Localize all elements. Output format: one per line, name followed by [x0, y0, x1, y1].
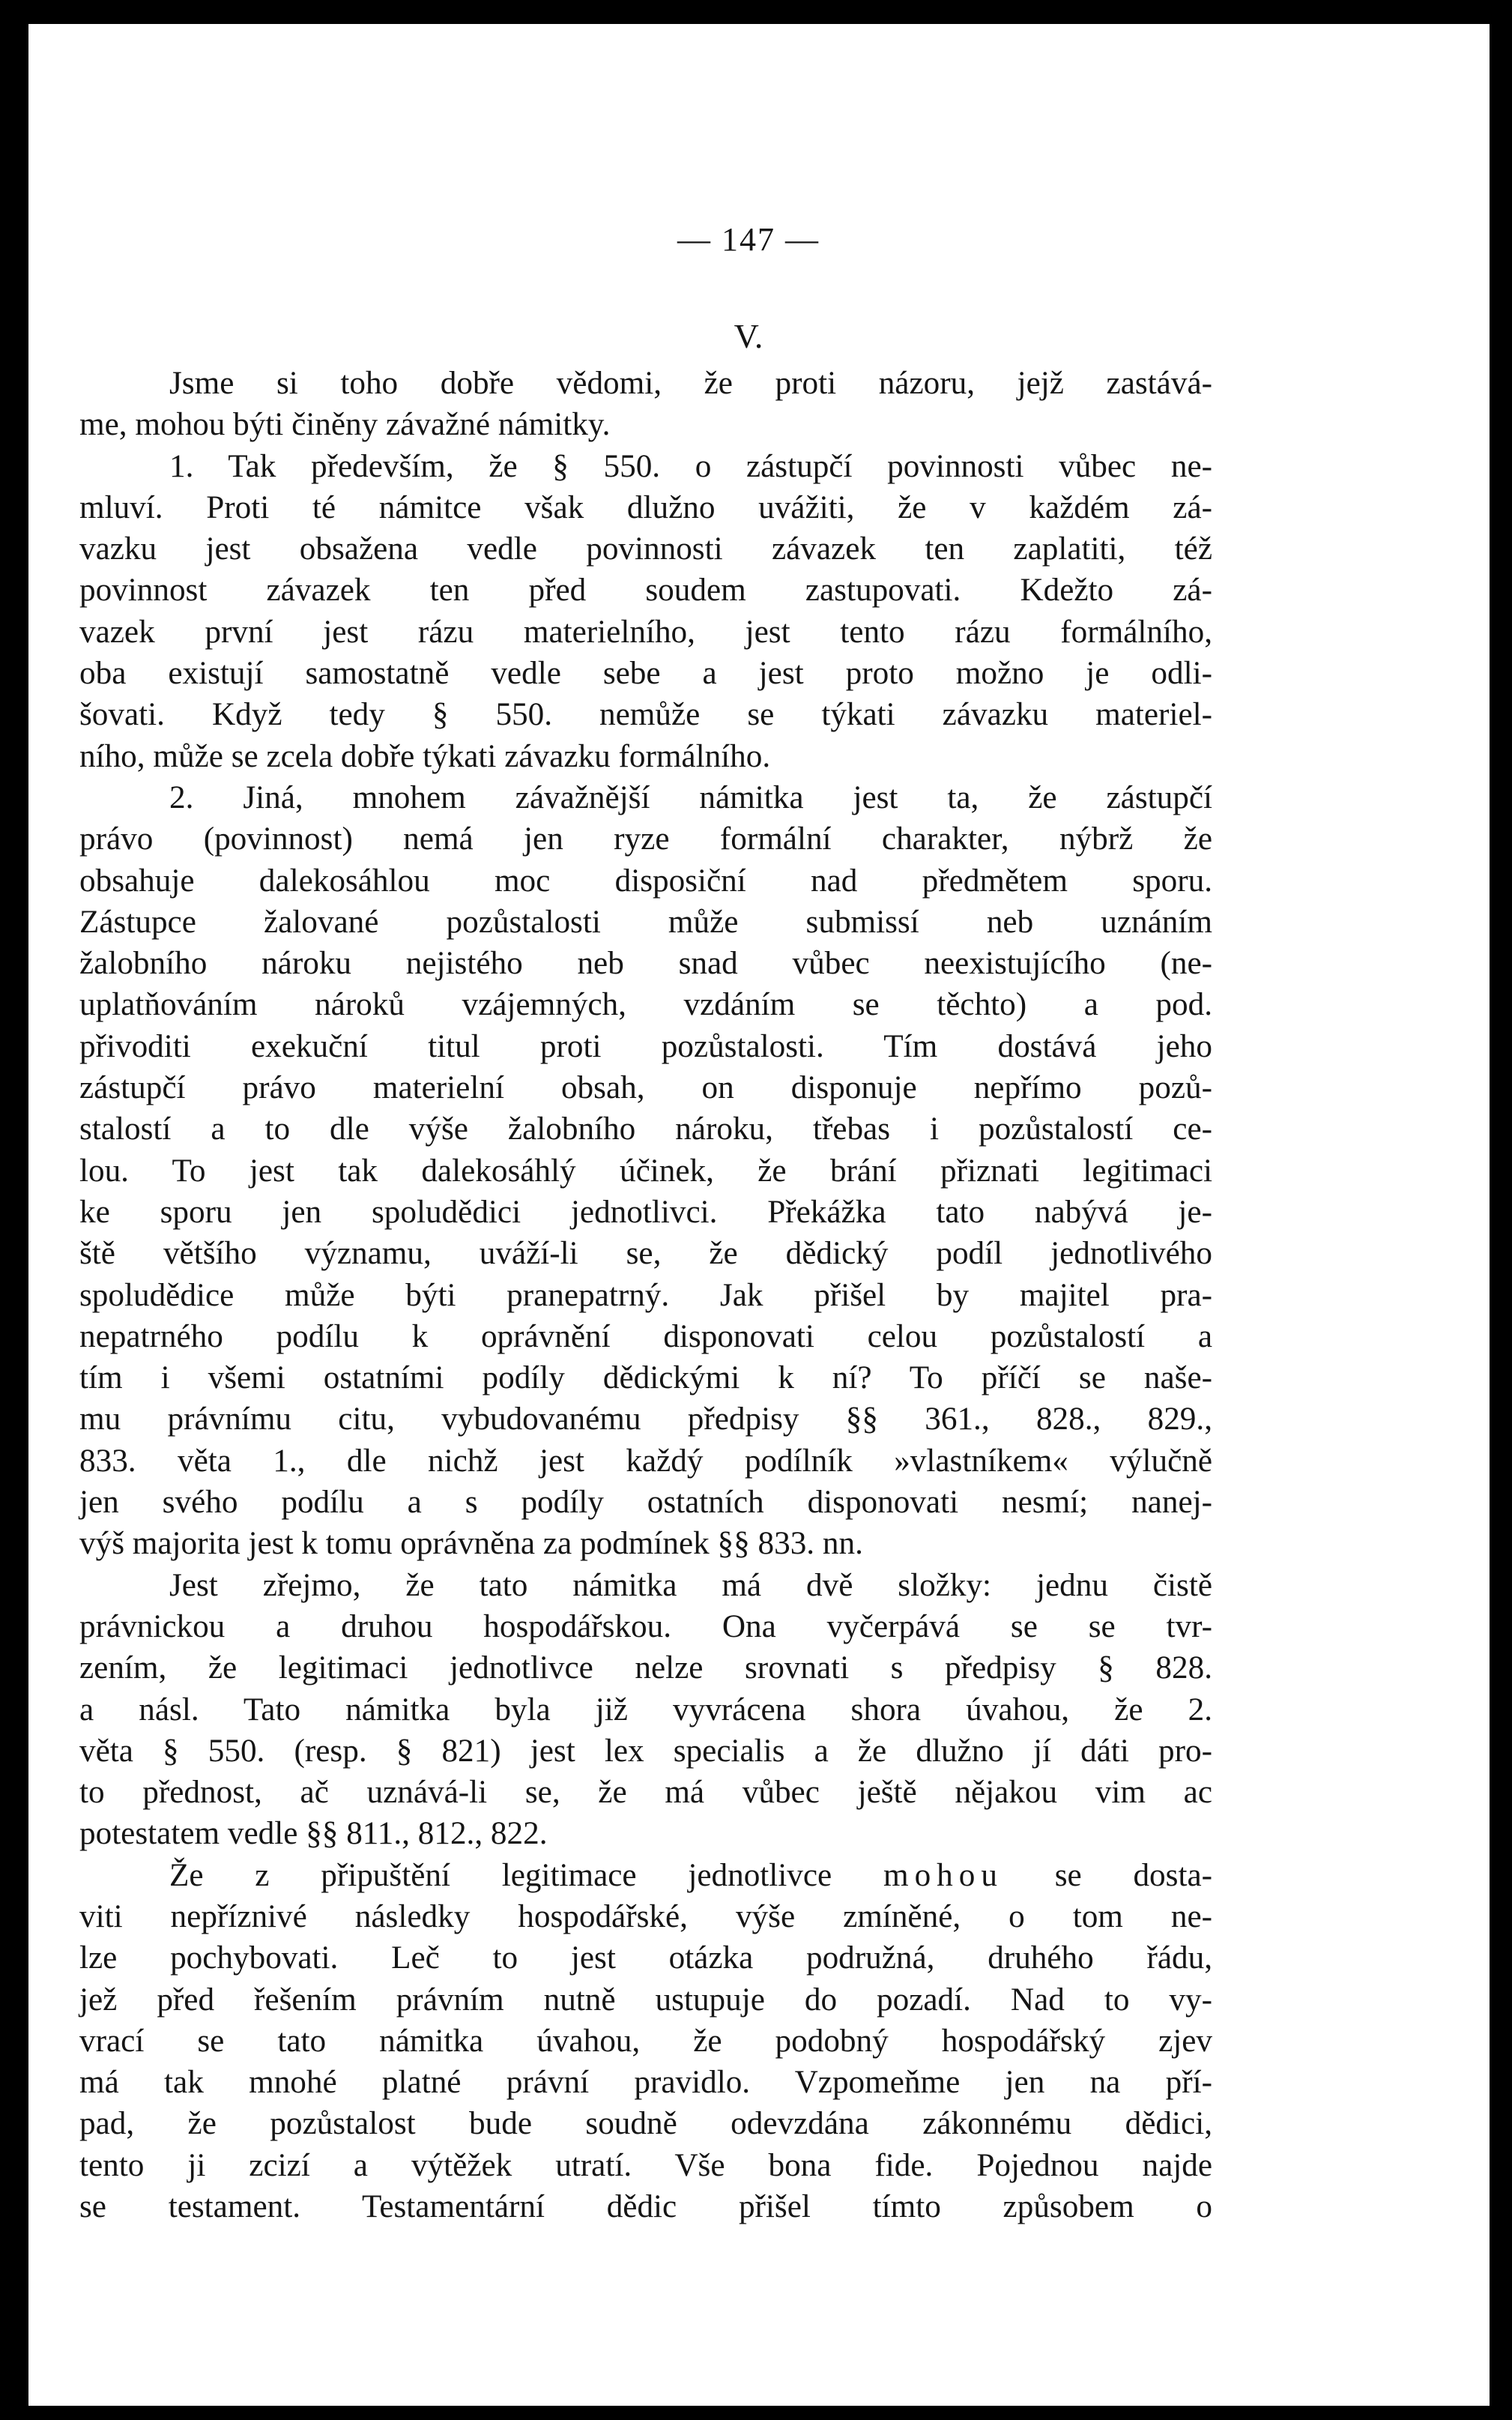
text-line: ke sporu jen spoludědici jednotlivci. Překážka tato nabývá je- [79, 1194, 1212, 1230]
text-line: lou. To jest tak dalekosáhlý účinek, že brání přiznati legitimaci [79, 1153, 1212, 1189]
text-line: tento ji zcizí a výtěžek utratí. Vše bona fide. Pojednou najde [79, 2147, 1212, 2183]
emphasized-word: mohou [883, 1857, 1003, 1893]
text-line: Jsme si toho dobře vědomi, že proti názoru, jejž zastává- [169, 366, 1212, 401]
text-line: vazku jest obsažena vedle povinnosti závazek ten zaplatiti, též [79, 531, 1212, 567]
text-line: Jest zřejmo, že tato námitka má dvě složky: jednu čistě [169, 1567, 1212, 1603]
text-line: lze pochybovati. Leč to jest otázka podružná, druhého řádu, [79, 1940, 1212, 1976]
text-line: žalobního nároku nejistého neb snad vůbec neexistujícího (ne- [79, 946, 1212, 982]
text-line: má tak mnohé platné právní pravidlo. Vzpomeňme jen na pří- [79, 2065, 1212, 2101]
text-line: oba existují samostatně vedle sebe a jest proto možno je odli- [79, 656, 1212, 692]
text-line: ního, může se zcela dobře týkati závazku formálního. [79, 738, 771, 774]
text-line: 2. Jiná, mnohem závažnější námitka jest ta, že zástupčí [169, 779, 1212, 815]
text-line: uplatňováním nároků vzájemných, vzdáním se těchto) a pod. [79, 987, 1212, 1023]
text-line: 833. věta 1., dle nichž jest každý podílník »vlastníkem« výlučně [79, 1443, 1212, 1479]
text-line: zením, že legitimaci jednotlivce nelze srovnati s předpisy § 828. [79, 1650, 1212, 1686]
text-line: vrací se tato námitka úvahou, že podobný hospodářský zjev [79, 2023, 1212, 2059]
text-line: stalostí a to dle výše žalobního nároku, třebas i pozůstalostí ce- [79, 1111, 1212, 1147]
text-line: zástupčí právo materielní obsah, on disponuje nepřímo pozů- [79, 1070, 1212, 1106]
text-line: a násl. Tato námitka byla již vyvrácena shora úvahou, že 2. [79, 1692, 1212, 1728]
text-line: přivoditi exekuční titul proti pozůstalosti. Tím dostává jeho [79, 1028, 1212, 1064]
page-number: — 147 — [677, 221, 820, 258]
text-line: jen svého podílu a s podíly ostatních disponovati nesmí; nanej- [79, 1485, 1212, 1521]
text-line: to přednost, ač uznává-li se, že má vůbec ještě nějakou vim ac [79, 1775, 1212, 1811]
body-text [79, 363, 1212, 2227]
text-line: tím i všemi ostatními podíly dědickými k ní? To příčí se naše- [79, 1360, 1212, 1396]
text-line: právnickou a druhou hospodářskou. Ona vyčerpává se se tvr- [79, 1608, 1212, 1644]
text-line: 1. Tak především, že § 550. o zástupčí povinnosti vůbec ne- [169, 448, 1212, 484]
text-line: pad, že pozůstalost bude soudně odevzdána zákonnému dědici, [79, 2106, 1212, 2142]
text-line: věta § 550. (resp. § 821) jest lex specialis a že dlužno jí dáti pro- [79, 1733, 1212, 1769]
text-line: ště většího významu, uváží-li se, že dědický podíl jednotlivého [79, 1236, 1212, 1272]
text-line [79, 1855, 1212, 1896]
text-line: viti nepříznivé následky hospodářské, výše zmíněné, o tom ne- [79, 1898, 1212, 1934]
book-page [28, 24, 1490, 2406]
text-line: potestatem vedle §§ 811., 812., 822. [79, 1816, 548, 1852]
text-line: výš majorita jest k tomu oprávněna za podmínek §§ 833. nn. [79, 1526, 863, 1562]
text-line: me, mohou býti činěny závažné námitky. [79, 407, 611, 443]
text-segment: se dosta- [1003, 1857, 1212, 1893]
text-line: mluví. Proti té námitce však dlužno uvážiti, že v každém zá- [79, 489, 1212, 525]
text-line: právo (povinnost) nemá jen ryze formální charakter, nýbrž že [79, 821, 1212, 857]
text-line: vazek první jest rázu materielního, jest tento rázu formálního, [79, 614, 1212, 650]
text-line: povinnost závazek ten před soudem zastupovati. Kdežto zá- [79, 573, 1212, 609]
section-heading: V. [734, 317, 763, 355]
text-line: šovati. Když tedy § 550. nemůže se týkati závazku materiel- [79, 697, 1212, 733]
text-line: spoludědice může býti pranepatrný. Jak přišel by majitel pra- [79, 1277, 1212, 1313]
text-segment: Že z připuštění legitimace jednotlivce [169, 1857, 883, 1893]
text-line: se testament. Testamentární dědic přišel tímto způsobem o [79, 2189, 1212, 2225]
text-line: nepatrného podílu k oprávnění disponovati celou pozůstalostí a [79, 1318, 1212, 1354]
text-line: Zástupce žalované pozůstalosti může submissí neb uznáním [79, 904, 1212, 940]
text-line: mu právnímu citu, vybudovanému předpisy §§ 361., 828., 829., [79, 1401, 1212, 1437]
text-line: jež před řešením právním nutně ustupuje do pozadí. Nad to vy- [79, 1982, 1212, 2018]
text-line: obsahuje dalekosáhlou moc disposiční nad předmětem sporu. [79, 863, 1212, 899]
